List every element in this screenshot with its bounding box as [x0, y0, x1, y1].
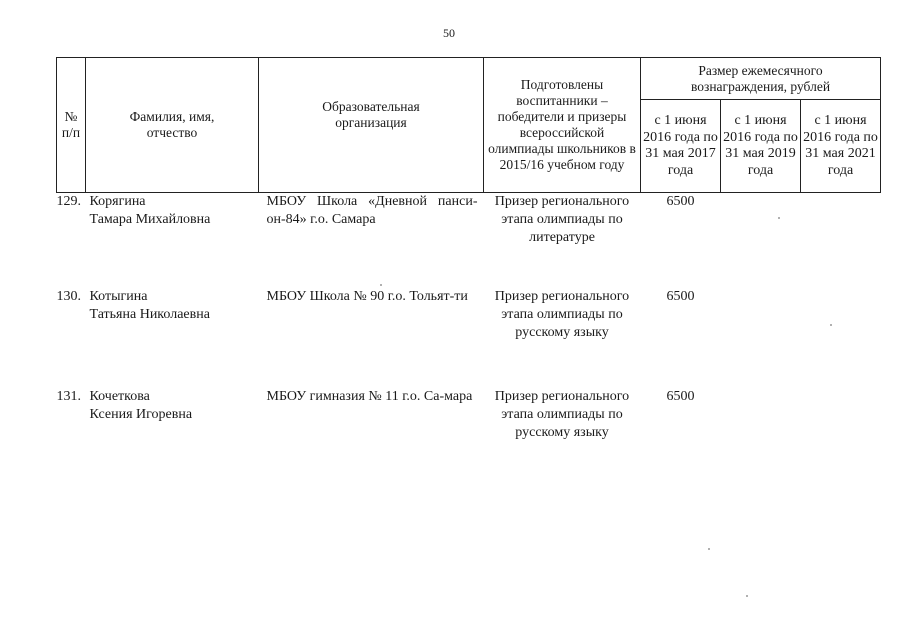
achievement — [484, 288, 641, 388]
organization-text: МБОУ Школа «Дневной панси-он-84» г.о. Самара — [266, 194, 478, 227]
achievement-text: Призер регионального этапа олимпиады по русскому языку — [494, 388, 630, 440]
organization — [259, 193, 484, 288]
header-period-2017-label: с 1 июня 2016 года по 31 мая 2017 года — [643, 113, 718, 178]
header-org-label: Образовательная организация — [322, 99, 420, 130]
header-period-2019-label: с 1 июня 2016 года по 31 мая 2019 года — [723, 113, 798, 178]
person-name — [86, 288, 259, 388]
scan-speck — [708, 548, 710, 550]
table-row — [57, 193, 881, 288]
award-2017: 6500 — [666, 388, 695, 404]
header-no-label: № п/п — [61, 109, 81, 140]
header-award — [641, 58, 881, 100]
award-2017: 6500 — [666, 288, 695, 304]
award-2021 — [801, 288, 881, 388]
achievement-text: Призер регионального этапа олимпиады по литературе — [494, 194, 630, 245]
row-number: 129. — [56, 194, 81, 209]
organization-text: МБОУ Школа № 90 г.о. Тольят-ти — [266, 288, 468, 304]
header-period-2017 — [641, 100, 721, 193]
scan-speck — [380, 284, 382, 286]
person-name — [86, 388, 259, 478]
header-no — [57, 58, 86, 193]
award-2021 — [801, 193, 881, 288]
person-name — [86, 193, 259, 288]
given-names: Ксения Игоревна — [89, 406, 193, 422]
table-row — [57, 388, 881, 478]
row-number: 131. — [56, 388, 81, 404]
achievement-text: Призер регионального этапа олимпиады по русскому языку — [494, 288, 630, 340]
table-header — [57, 58, 881, 193]
given-names: Тамара Михайловна — [89, 212, 211, 227]
award-2019 — [721, 388, 801, 478]
header-name-label: Фамилия, имя, отчество — [129, 109, 215, 140]
achievement — [484, 193, 641, 288]
award-table — [56, 57, 881, 478]
surname: Корягина — [89, 194, 146, 209]
row-number: 130. — [56, 288, 81, 304]
award-2021 — [801, 388, 881, 478]
page-number: 50 — [443, 26, 455, 40]
scan-speck — [830, 324, 832, 326]
table-row — [57, 288, 881, 388]
scan-speck — [778, 217, 780, 219]
achievement — [484, 388, 641, 478]
organization — [259, 288, 484, 388]
award-2019 — [721, 288, 801, 388]
header-period-2019 — [721, 100, 801, 193]
organization-text: МБОУ гимназия № 11 г.о. Са-мара — [266, 388, 473, 404]
scan-speck — [746, 595, 748, 597]
header-org — [259, 58, 484, 193]
award-2017: 6500 — [666, 194, 695, 209]
surname: Кочеткова — [89, 388, 150, 404]
organization — [259, 388, 484, 478]
header-name — [86, 58, 259, 193]
header-award-label: Размер ежемесячного вознаграждения, рублей — [690, 62, 831, 94]
header-period-2021 — [801, 100, 881, 193]
header-prepared-label: Подготовлены воспитанники – победители и призеры всероссийской олимпиады школьников в 2015/16 учебном году — [488, 77, 636, 172]
award-2019 — [721, 193, 801, 288]
given-names: Татьяна Николаевна — [89, 306, 210, 322]
header-prepared — [484, 58, 641, 193]
table-body — [57, 193, 881, 478]
surname: Котыгина — [89, 288, 148, 304]
header-period-2021-label: с 1 июня 2016 года по 31 мая 2021 года — [803, 113, 878, 178]
